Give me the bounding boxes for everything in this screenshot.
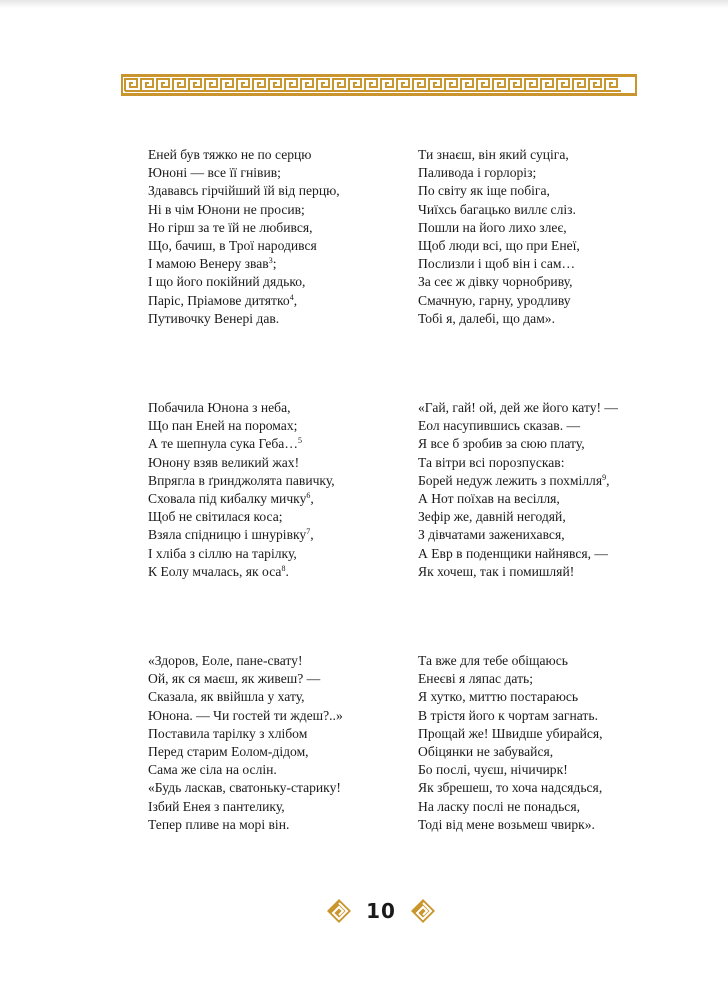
verse-text: Я хутко, миттю постараюсь <box>418 689 579 705</box>
verse-text-end: , <box>606 472 610 488</box>
verse-text: Взяла спідницю і шнурівку <box>148 527 307 543</box>
verse-text: Як хочеш, так і помишляй! <box>418 563 575 579</box>
verse-text: Сказала, як ввійшла у хату, <box>148 689 305 705</box>
page-top-shadow <box>0 0 728 8</box>
verse-text: Еней був тяжко не по серцю <box>148 147 312 162</box>
verse-line <box>418 526 618 544</box>
verse-line <box>418 454 618 472</box>
verse-line <box>418 310 580 328</box>
verse-text: Побачила Юнона з неба, <box>148 400 291 415</box>
verse-line <box>148 526 335 544</box>
verse-text: Тобі я, далебі, що дам». <box>418 310 556 326</box>
verse-text: Пошли на його лихо злеє, <box>418 219 567 235</box>
stanza-2 <box>418 146 580 328</box>
verse-line <box>418 779 603 797</box>
verse-line <box>148 545 335 563</box>
verse-line <box>148 490 335 508</box>
verse-line <box>418 490 618 508</box>
verse-line <box>148 201 340 219</box>
verse-text: Смачную, гарну, уродливу <box>418 292 571 308</box>
verse-line <box>418 670 603 688</box>
verse-text: «Будь ласкав, сватоньку-старику! <box>148 780 341 796</box>
footnote-marker: 5 <box>297 436 302 446</box>
verse-text: Ні в чім Юнони не просив; <box>148 201 305 217</box>
verse-line <box>148 435 335 453</box>
verse-line <box>148 292 340 310</box>
verse-text: Як збрешеш, то хоча надсядься, <box>418 780 603 796</box>
verse-text: Юнону взяв великий жах! <box>148 454 300 470</box>
verse-text: Паливода і горлоріз; <box>418 165 537 181</box>
verse-text: Путивочку Венері дав. <box>148 310 280 326</box>
verse-line <box>148 472 335 490</box>
spiral-ornament-icon <box>410 898 436 924</box>
verse-text: Борей недуж лежить з похмілля <box>418 472 603 488</box>
verse-text: Ти знаєш, він який суціга, <box>418 147 569 162</box>
verse-text-end: , <box>310 527 314 543</box>
stanza-1 <box>148 146 340 328</box>
verse-line <box>148 454 335 472</box>
verse-text: І що його покійний дядько, <box>148 274 306 290</box>
verse-line <box>148 182 340 200</box>
verse-text: Паріс, Пріамове дитятко <box>148 292 290 308</box>
verse-line <box>418 435 618 453</box>
verse-text: А Евр в поденщики найнявся, — <box>418 545 609 561</box>
verse-line <box>148 688 343 706</box>
verse-text: Еол насупившись сказав. — <box>418 418 581 434</box>
spiral-ornament-icon <box>326 898 352 924</box>
verse-line <box>418 472 618 490</box>
verse-text: По світу як іще побіга, <box>418 183 550 199</box>
verse-line <box>418 563 618 581</box>
verse-text: Послизли і щоб він і сам… <box>418 256 576 272</box>
verse-line <box>418 545 618 563</box>
footnote-marker: 3 <box>268 256 273 266</box>
verse-text: Юноні — все її гнівив; <box>148 165 281 181</box>
verse-line <box>148 508 335 526</box>
verse-text: Чиїхсь багацько виллє сліз. <box>418 201 576 217</box>
verse-line <box>418 508 618 526</box>
verse-text: Щоб люди всі, що при Енеї, <box>418 238 580 254</box>
verse-text: В трістя його к чортам загнать. <box>418 707 598 723</box>
verse-line <box>418 292 580 310</box>
verse-text: А те шепнула сука Геба… <box>148 436 298 452</box>
verse-text: Зефір же, давній негодяй, <box>418 509 566 525</box>
verse-line <box>418 237 580 255</box>
verse-line <box>148 816 343 834</box>
verse-line <box>418 417 618 435</box>
verse-text: За сеє ж дівку чорнобриву, <box>418 274 573 290</box>
verse-text-end: , <box>293 292 298 308</box>
verse-text: Енеєві я ляпас дать; <box>418 671 533 687</box>
verse-text: Що пан Еней на поромах; <box>148 418 298 434</box>
verse-line <box>148 219 340 237</box>
verse-text: Впрягла в ґринджолята павичку, <box>148 472 335 488</box>
verse-text: Щоб не світилася коса; <box>148 509 283 525</box>
verse-text: І мамою Венеру звав <box>148 256 269 272</box>
verse-text: Поставила тарілку з хлібом <box>148 725 308 741</box>
verse-text: Тепер пливе на морі він. <box>148 816 290 832</box>
verse-text: І хліба з сіллю на тарілку, <box>148 545 297 561</box>
verse-line <box>148 399 335 417</box>
footnote-marker: 9 <box>602 472 607 482</box>
footnote-marker: 4 <box>289 292 294 302</box>
verse-line <box>148 743 343 761</box>
footnote-marker: 8 <box>281 563 286 573</box>
verse-line <box>148 237 340 255</box>
verse-text: Юнона. — Чи гостей ти ждеш?..» <box>148 707 343 723</box>
verse-line <box>418 816 603 834</box>
verse-text: Я все б зробив за сюю плату, <box>418 436 585 452</box>
verse-text: З дівчатами заженихався, <box>418 527 565 543</box>
verse-line <box>418 182 580 200</box>
verse-line <box>418 201 580 219</box>
verse-text: Здававсь гірчійший їй від перцю, <box>148 183 340 199</box>
verse-line <box>418 219 580 237</box>
verse-text: Тоді від мене возьмеш чвирк». <box>418 816 595 832</box>
verse-text: «Здоров, Еоле, пане-свату! <box>148 653 303 668</box>
verse-line <box>148 563 335 581</box>
verse-text: Бо послі, чуєш, нічичирк! <box>418 762 568 778</box>
verse-line <box>148 310 340 328</box>
verse-text: Обіцянки не забувайся, <box>418 744 554 760</box>
verse-text: Перед старим Еолом-дідом, <box>148 744 309 760</box>
verse-line <box>148 779 343 797</box>
verse-text: Прощай же! Швидше убирайся, <box>418 725 603 741</box>
verse-line <box>418 164 580 182</box>
verse-text: Ой, як ся маєш, як живеш? — <box>148 671 321 687</box>
verse-text-end: . <box>285 563 289 579</box>
verse-line <box>418 743 603 761</box>
verse-line <box>148 652 343 670</box>
verse-line <box>418 725 603 743</box>
stanza-3 <box>148 399 335 581</box>
verse-line <box>418 761 603 779</box>
verse-line <box>418 399 618 417</box>
verse-text: К Еолу мчалась, як оса <box>148 563 282 579</box>
verse-text: Сховала під кибалку мичку <box>148 491 307 507</box>
verse-line <box>418 707 603 725</box>
verse-text-end: , <box>310 491 314 507</box>
verse-line <box>148 725 343 743</box>
verse-line <box>418 146 580 164</box>
verse-line <box>148 417 335 435</box>
verse-line <box>418 652 603 670</box>
verse-text: Та вітри всі порозпускав: <box>418 454 565 470</box>
verse-text: А Нот поїхав на весілля, <box>418 491 560 507</box>
verse-line <box>418 798 603 816</box>
verse-line <box>148 670 343 688</box>
verse-line <box>148 798 343 816</box>
verse-text: На ласку послі не понадься, <box>418 798 580 814</box>
verse-line <box>148 707 343 725</box>
stanza-4 <box>418 399 618 581</box>
verse-line <box>418 273 580 291</box>
verse-text-end: ; <box>272 256 277 272</box>
verse-line <box>148 761 343 779</box>
page-number: 10 <box>366 899 396 923</box>
verse-text: Що, бачиш, в Трої народився <box>148 238 317 254</box>
verse-text: Но гірш за те їй не любився, <box>148 219 313 235</box>
verse-line <box>148 273 340 291</box>
verse-text: Та вже для тебе обіщаюсь <box>418 653 568 668</box>
verse-line <box>148 255 340 273</box>
verse-text: Ізбий Енея з пантелику, <box>148 798 285 814</box>
verse-line <box>148 164 340 182</box>
stanza-5 <box>148 652 343 834</box>
verse-line <box>418 255 580 273</box>
page-footer <box>326 897 436 925</box>
verse-text: «Гай, гай! ой, дей же його кату! — <box>418 400 619 415</box>
greek-key-border <box>121 74 637 96</box>
footnote-marker: 7 <box>306 527 311 537</box>
verse-line <box>418 688 603 706</box>
stanza-6 <box>418 652 603 834</box>
verse-text: Сама же сіла на ослін. <box>148 762 277 778</box>
verse-line <box>148 146 340 164</box>
footnote-marker: 6 <box>306 491 311 501</box>
